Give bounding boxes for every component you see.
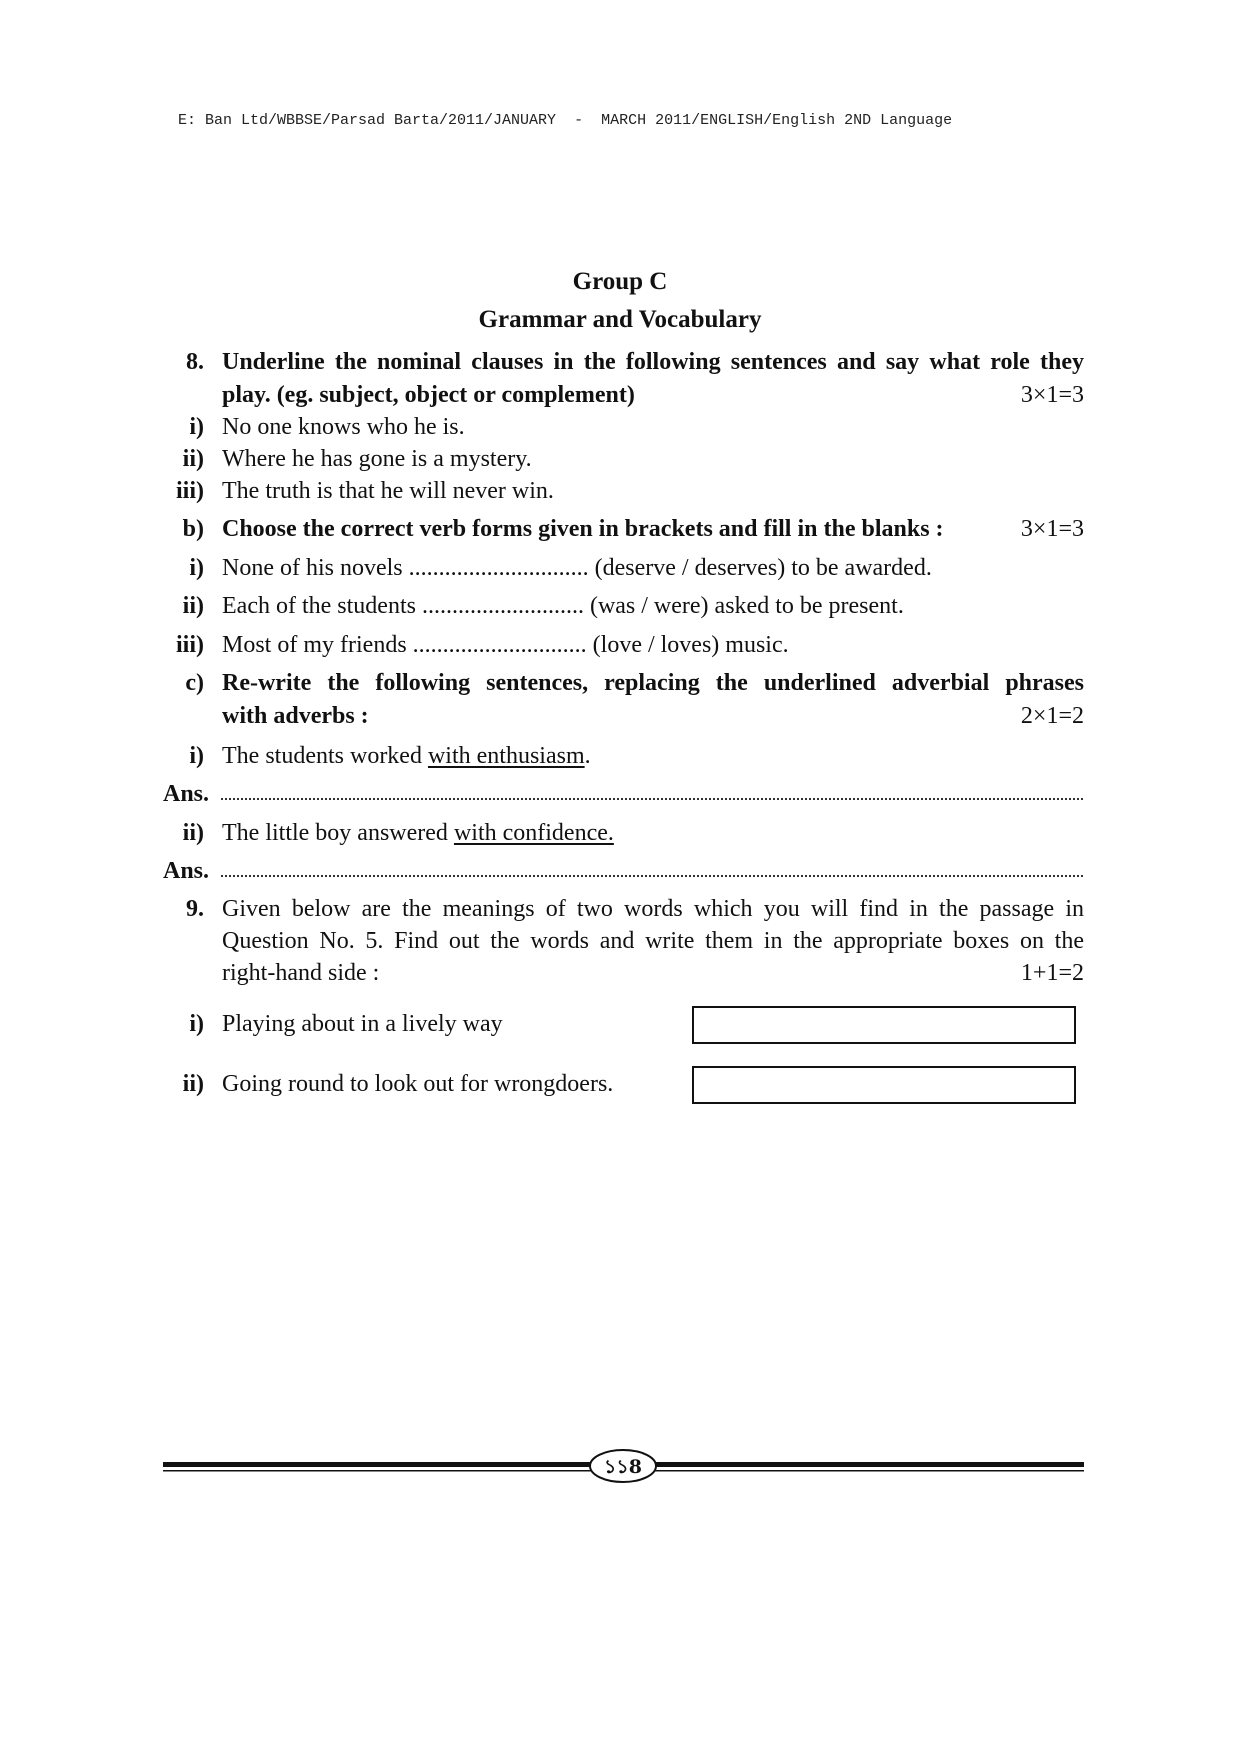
- q9-instruction-line1: Given below are the meanings of two words which you will find in the passage in: [222, 896, 1084, 922]
- item-number: i): [189, 743, 204, 769]
- q8-instruction-line1: Underline the nominal clauses in the following sentences and say what role they: [222, 349, 1084, 375]
- item-text-before: The little boy answered: [222, 820, 454, 846]
- item-number: ii): [182, 1071, 204, 1097]
- item-number: ii): [182, 593, 204, 619]
- item-number: i): [189, 414, 204, 440]
- group-title: Group C: [572, 268, 668, 295]
- qb-instruction-line: [222, 513, 1084, 546]
- answer-box[interactable]: [692, 1066, 1076, 1104]
- ans-label: Ans.: [163, 858, 210, 884]
- qc-instruction-line1: Re-write the following sentences, replacing the underlined adverbial phrases: [222, 670, 1084, 696]
- qc-instruction-text: with adverbs :: [222, 703, 369, 729]
- item-text: [222, 817, 1084, 850]
- qb-marks: 3×1=3: [1020, 516, 1084, 542]
- item-number: ii): [182, 446, 204, 472]
- ans-label: Ans.: [163, 781, 210, 807]
- item-number: ii): [182, 820, 204, 846]
- item-number: i): [189, 555, 204, 581]
- item-text: Where he has gone is a mystery.: [222, 446, 532, 472]
- qb-instruction: Choose the correct verb forms given in brackets and fill in the blanks :: [222, 516, 944, 542]
- file-path-header: E: Ban Ltd/WBBSE/Parsad Barta/2011/JANUARY - MARCH 2011/ENGLISH/English 2ND Language: [178, 112, 953, 129]
- item-number: iii): [176, 632, 204, 658]
- q9-instruction-line2: Question No. 5. Find out the words and write them in the appropriate boxes on the: [222, 928, 1084, 954]
- item-text: Playing about in a lively way: [222, 1011, 503, 1037]
- item-text: The truth is that he will never win.: [222, 478, 554, 504]
- item-text: [222, 740, 1084, 773]
- item-text: Most of my friends ............................. (love / loves) music.: [222, 632, 789, 658]
- q8-number: 8.: [186, 349, 204, 375]
- group-subtitle: Grammar and Vocabulary: [478, 306, 762, 333]
- item-text: None of his novels .............................. (deserve / deserves) to be awarded.: [222, 555, 932, 581]
- item-number: iii): [176, 478, 204, 504]
- q8-instruction-text: play. (eg. subject, object or complement): [222, 382, 635, 408]
- item-text-before: The students worked: [222, 743, 428, 769]
- qb-number: b): [182, 516, 204, 542]
- qc-marks: 2×1=2: [1020, 703, 1084, 729]
- qc-number: c): [185, 670, 204, 696]
- item-text: Going round to look out for wrongdoers.: [222, 1071, 614, 1097]
- q9-instruction-text: right-hand side :: [222, 960, 380, 986]
- item-text: Each of the students ........................... (was / were) asked to be present.: [222, 593, 904, 619]
- q9-number: 9.: [186, 896, 204, 922]
- underlined-phrase: with confidence.: [453, 820, 614, 846]
- q9-instruction-line3: [222, 957, 1084, 990]
- q8-instruction-line2: [222, 379, 1084, 412]
- underlined-phrase: with enthusiasm: [427, 743, 585, 769]
- footer-rule: [163, 1448, 1084, 1488]
- item-text: No one knows who he is.: [222, 414, 465, 440]
- q8-marks: 3×1=3: [1020, 382, 1084, 408]
- answer-dotted-line[interactable]: [221, 798, 1083, 800]
- answer-dotted-line[interactable]: [221, 875, 1083, 877]
- page-number: ১১8: [604, 1456, 642, 1478]
- answer-box[interactable]: [692, 1006, 1076, 1044]
- page-footer: [163, 1448, 1084, 1488]
- q9-marks: 1+1=2: [1020, 960, 1084, 986]
- qc-instruction-line2: [222, 700, 1084, 733]
- item-text-after: .: [584, 743, 591, 769]
- item-number: i): [189, 1011, 204, 1037]
